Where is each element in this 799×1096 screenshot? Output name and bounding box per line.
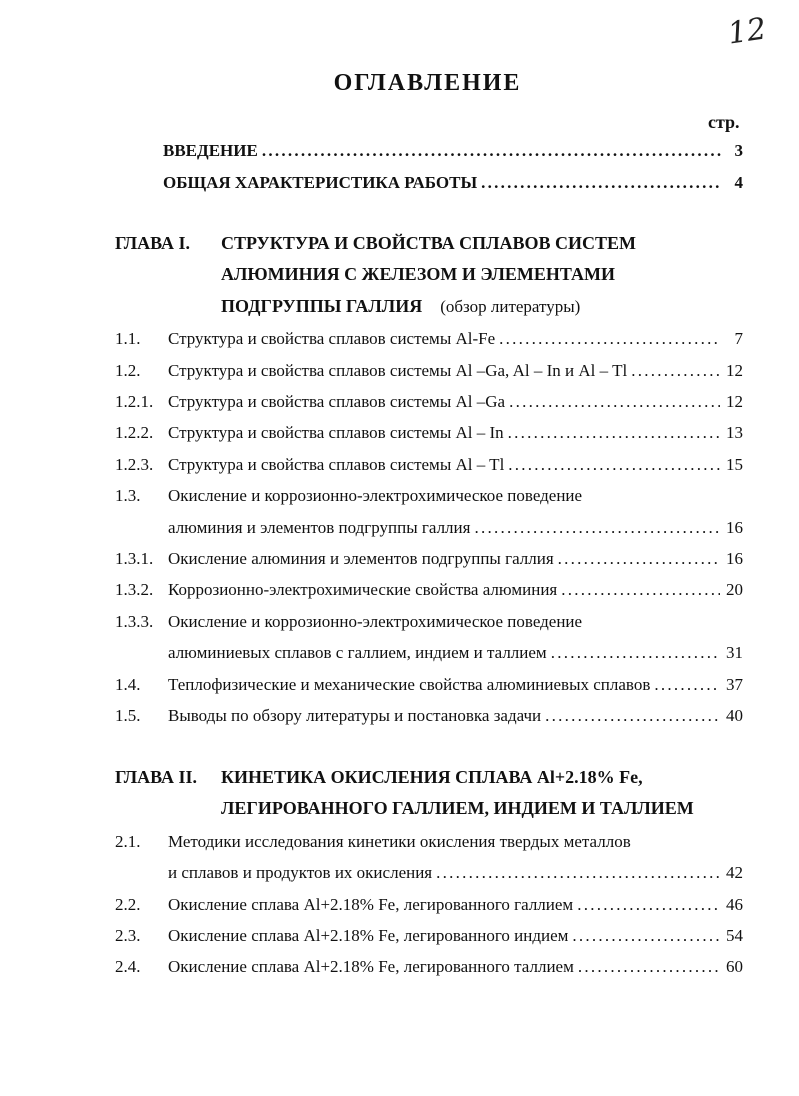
entry-title: Структура и свойства сплавов системы Al –Ga, Al – In и Al – Tl [168, 361, 628, 380]
entry-page: 20 [726, 580, 743, 599]
toc-entry [115, 895, 743, 917]
dot-leader [508, 455, 720, 475]
entry-number: 1.5. [115, 706, 141, 725]
toc-entry [115, 455, 743, 477]
toc-entry [115, 329, 743, 351]
chapter-note: (обзор литературы) [440, 296, 581, 316]
chapter-title-line: ЛЕГИРОВАННОГО ГАЛЛИЕМ, ИНДИЕМ И ТАЛЛИЕМ [221, 798, 694, 819]
chapter-title-line: АЛЮМИНИЯ С ЖЕЛЕЗОМ И ЭЛЕМЕНТАМИ [221, 264, 615, 285]
entry-page: 7 [734, 329, 743, 348]
dot-leader [474, 518, 720, 538]
entry-page: 16 [726, 518, 743, 537]
entry-page: 13 [726, 423, 743, 442]
chapter-label: ГЛАВА II. [115, 767, 198, 787]
dot-leader [262, 141, 721, 161]
dot-leader [499, 329, 721, 349]
entry-title: Выводы по обзору литературы и постановка задачи [168, 706, 542, 725]
toc-entry [115, 361, 743, 383]
chapter-label: ГЛАВА I. [115, 233, 191, 253]
entry-title: ОБЩАЯ ХАРАКТЕРИСТИКА РАБОТЫ [163, 173, 478, 192]
entry-number: 1.3.2. [115, 580, 154, 599]
toc-entry [115, 957, 743, 979]
entry-page: 12 [726, 392, 743, 411]
entry-page: 37 [726, 675, 743, 694]
entry-number: 1.2. [115, 361, 141, 380]
dot-leader [508, 423, 720, 443]
entry-title: Структура и свойства сплавов системы Al – In [168, 423, 504, 442]
entry-title: Теплофизические и механические свойства алюминиевых сплавов [168, 675, 651, 694]
entry-number: 1.2.1. [115, 392, 154, 411]
chapter-title-line: КИНЕТИКА ОКИСЛЕНИЯ СПЛАВА Al+2.18% Fe, [221, 767, 643, 787]
chapter-heading [115, 296, 580, 317]
entry-number: 2.2. [115, 895, 141, 914]
entry-title: Коррозионно-электрохимические свойства алюминия [168, 580, 558, 599]
entry-title: алюминия и элементов подгруппы галлия [168, 518, 471, 537]
entry-title: алюминиевых сплавов с галлием, индием и таллием [168, 643, 547, 662]
entry-number: 1.3.3. [115, 612, 154, 631]
dot-leader [578, 957, 720, 977]
entry-title: Окисление алюминия и элементов подгруппы галлия [168, 549, 554, 568]
toc-entry [115, 486, 743, 508]
entry-number: 1.1. [115, 329, 141, 348]
chapter-heading [115, 233, 636, 254]
entry-title: Окисление и коррозионно-электрохимическое поведение [168, 486, 583, 505]
entry-title: Методики исследования кинетики окисления твердых металлов [168, 832, 631, 851]
toc-entry [163, 141, 743, 163]
toc-entry [115, 675, 743, 697]
entry-title: Структура и свойства сплавов системы Al-Fe [168, 329, 496, 348]
dot-leader [631, 361, 720, 381]
entry-number: 2.4. [115, 957, 141, 976]
entry-title: и сплавов и продуктов их окисления [168, 863, 433, 882]
toc-entry [115, 423, 743, 445]
entry-title: Окисление сплава Al+2.18% Fe, легированного галлием [168, 895, 574, 914]
page-column-label: стр. [708, 112, 740, 132]
entry-page: 3 [734, 141, 743, 160]
toc-entry [115, 612, 743, 634]
entry-page: 16 [726, 549, 743, 568]
entry-title: Структура и свойства сплавов системы Al –Ga [168, 392, 506, 411]
entry-title: Окисление и коррозионно-электрохимическое поведение [168, 612, 583, 631]
dot-leader [545, 706, 720, 726]
dot-leader [577, 895, 720, 915]
entry-number: 1.3.1. [115, 549, 154, 568]
dot-leader [558, 549, 720, 569]
toc-entry [115, 926, 743, 948]
dot-leader [481, 173, 721, 193]
chapter-title-line: ПОДГРУППЫ ГАЛЛИЯ [221, 295, 423, 316]
entry-number: 1.2.2. [115, 423, 154, 442]
dot-leader [551, 643, 720, 663]
entry-page: 60 [726, 957, 743, 976]
entry-number: 2.1. [115, 832, 141, 851]
entry-page: 31 [726, 643, 743, 662]
toc-entry [115, 832, 743, 854]
dot-leader [436, 863, 720, 883]
toc-entry [115, 863, 743, 885]
handwritten-page-number: 12 [725, 11, 769, 52]
toc-entry [115, 518, 743, 540]
toc-entry [115, 392, 743, 414]
entry-number: 1.2.3. [115, 455, 154, 474]
toc-entry [115, 643, 743, 665]
entry-page: 12 [726, 361, 743, 380]
entry-number: 2.3. [115, 926, 141, 945]
dot-leader [572, 926, 720, 946]
chapter-title-line: СТРУКТУРА И СВОЙСТВА СПЛАВОВ СИСТЕМ [221, 233, 637, 253]
entry-title: Структура и свойства сплавов системы Al – Tl [168, 455, 505, 474]
toc-entry [115, 580, 743, 602]
dot-leader [509, 392, 720, 412]
toc-entry [163, 173, 743, 195]
dot-leader [654, 675, 720, 695]
entry-page: 4 [734, 173, 743, 192]
entry-page: 40 [726, 706, 743, 725]
entry-number: 1.4. [115, 675, 141, 694]
entry-title: Окисление сплава Al+2.18% Fe, легированного таллием [168, 957, 574, 976]
entry-page: 15 [726, 455, 743, 474]
chapter-heading [115, 767, 643, 788]
chapter-heading [115, 798, 694, 819]
entry-number: 1.3. [115, 486, 141, 505]
toc-entry [115, 549, 743, 571]
entry-page: 42 [726, 863, 743, 882]
entry-page: 46 [726, 895, 743, 914]
chapter-heading [115, 264, 615, 285]
page-title: ОГЛАВЛЕНИЕ [333, 70, 522, 96]
dot-leader [561, 580, 720, 600]
toc-entry [115, 706, 743, 728]
entry-title: ВВЕДЕНИЕ [163, 141, 258, 160]
entry-page: 54 [726, 926, 743, 945]
entry-title: Окисление сплава Al+2.18% Fe, легированного индием [168, 926, 569, 945]
